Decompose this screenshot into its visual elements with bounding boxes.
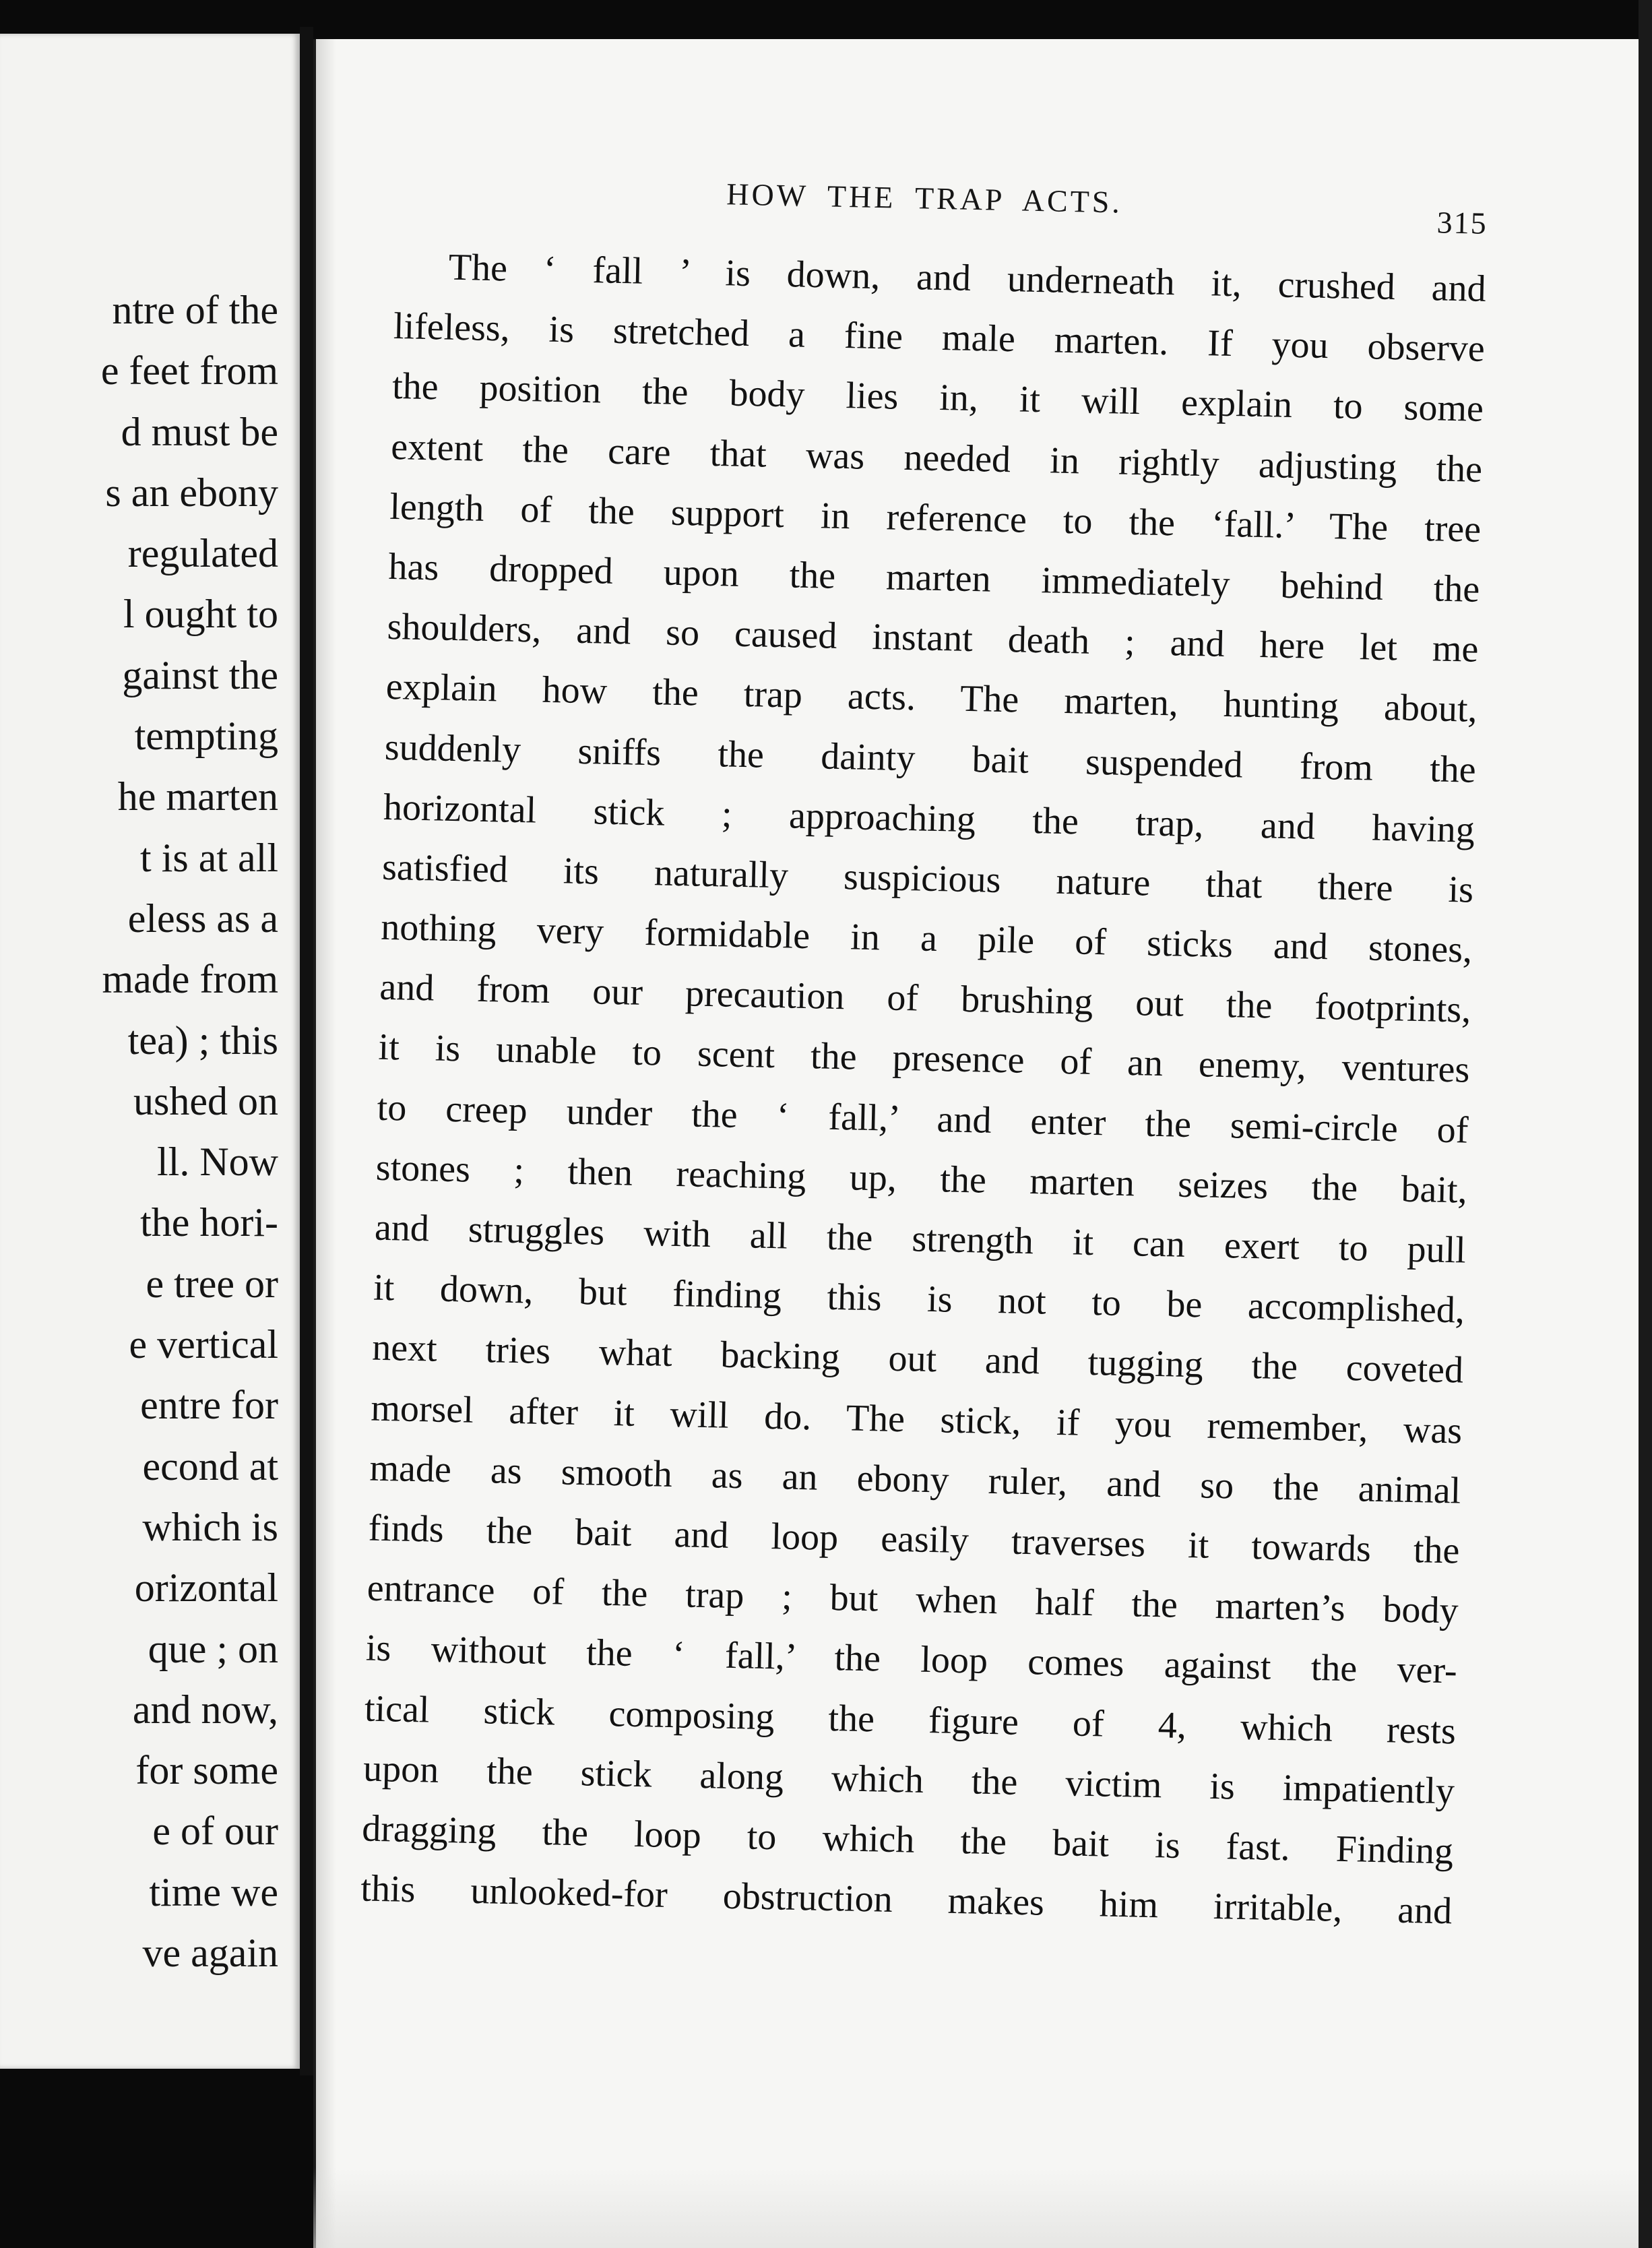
previous-page-line: econd at: [142, 1443, 278, 1489]
previous-page-line: tea) ; this: [127, 1018, 278, 1063]
text-line: has dropped upon the marten immediately behind the: [387, 545, 1480, 611]
text-line: satisfied its naturally suspicious nature that there is: [381, 846, 1474, 911]
previous-page-line: the hori-: [140, 1200, 278, 1245]
previous-page-line: which is: [142, 1504, 278, 1549]
previous-page-line: d must be: [121, 409, 278, 454]
scan-border: [1639, 0, 1652, 2248]
running-head-title: HOW THE TRAP ACTS.: [726, 177, 1123, 220]
page-number: 315: [1436, 205, 1488, 241]
text-line: finds the bait and loop easily traverses it towards the: [368, 1507, 1461, 1572]
previous-page-line: entre for: [140, 1383, 278, 1428]
previous-page-line: e vertical: [129, 1322, 278, 1367]
text-line: is without the ‘ fall,’ the loop comes against the ver-: [365, 1627, 1458, 1692]
page-edge-shading: [316, 39, 336, 2248]
previous-page-line: e feet from: [100, 348, 278, 394]
previous-page-line: he marten: [117, 774, 278, 819]
text-line: it is unable to scent the presence of an enemy, ventures: [378, 1026, 1470, 1092]
page-content: [360, 162, 1488, 1942]
previous-page-line: que ; on: [148, 1626, 278, 1671]
text-line: stones ; then reaching up, the marten seizes the bait,: [375, 1146, 1468, 1212]
text-line: suddenly sniffs the dainty bait suspended from the: [384, 726, 1477, 791]
text-line: extent the care that was needed in rightly adjusting the: [390, 425, 1483, 491]
text-line: next tries what backing out and tugging the coveted: [371, 1327, 1464, 1392]
text-line: The ‘ fall ’ is down, and underneath it, crushed and: [448, 246, 1487, 310]
text-line: made as smooth as an ebony ruler, and so the animal: [369, 1447, 1461, 1512]
previous-page-line: t is at all: [140, 835, 278, 880]
previous-page-line: regulated: [127, 531, 278, 576]
text-line: length of the support in reference to the ‘fall.’ The tree: [389, 485, 1482, 551]
previous-page-line: eless as a: [127, 896, 278, 941]
text-line: upon the stick along which the victim is impatiently: [362, 1747, 1455, 1813]
previous-page-line: for some: [135, 1748, 278, 1793]
text-line: this unlooked-for obstruction makes him irritable, and: [360, 1867, 1453, 1933]
text-line: dragging the loop to which the bait is fast. Finding: [361, 1807, 1454, 1873]
text-line: explain how the trap acts. The marten, hunting about,: [385, 666, 1478, 731]
text-line: nothing very formidable in a pile of sticks and stones,: [380, 906, 1473, 971]
text-line: the position the body lies in, it will explain to some: [391, 365, 1484, 431]
previous-page: [0, 34, 300, 2069]
previous-page-line: e tree or: [146, 1261, 278, 1306]
text-line: and struggles with all the strength it can exert to pull: [374, 1206, 1467, 1272]
previous-page-line: tempting: [134, 714, 278, 759]
previous-page-line: orizontal: [134, 1565, 278, 1611]
text-line: shoulders, and so caused instant death ; and here let me: [387, 606, 1480, 670]
previous-page-line: s an ebony: [105, 470, 278, 515]
previous-page-line: and now,: [132, 1687, 278, 1732]
text-line: lifeless, is stretched a fine male marten. If you observe: [393, 305, 1486, 371]
text-line: entrance of the trap ; but when half the marten’s body: [367, 1567, 1459, 1632]
previous-page-line: l ought to: [123, 592, 278, 637]
previous-page-line: gainst the: [122, 652, 278, 697]
book-gutter: [300, 27, 313, 2075]
previous-page-text: [101, 280, 278, 1983]
previous-page-line: ll. Now: [157, 1139, 278, 1185]
body-text: [360, 237, 1487, 1942]
text-line: it down, but finding this is not to be accomplished,: [373, 1266, 1465, 1332]
text-line: morsel after it will do. The stick, if you remember, was: [370, 1387, 1463, 1452]
previous-page-line: ntre of the: [112, 288, 278, 332]
text-line: to creep under the ‘ fall,’ and enter the semi-circle of: [377, 1086, 1469, 1152]
current-page: [313, 39, 1652, 2248]
previous-page-line: ushed on: [133, 1078, 278, 1123]
previous-page-line: ve again: [142, 1931, 278, 1976]
previous-page-line: time we: [149, 1869, 278, 1914]
text-line: horizontal stick ; approaching the trap, and having: [383, 786, 1475, 851]
page-bottom-shading: [313, 2167, 1652, 2248]
previous-page-line: e of our: [152, 1809, 278, 1854]
text-line: and from our precaution of brushing out the footprints,: [379, 966, 1471, 1031]
previous-page-line: made from: [102, 957, 278, 1002]
text-line: tical stick composing the figure of 4, which rests: [364, 1687, 1457, 1752]
